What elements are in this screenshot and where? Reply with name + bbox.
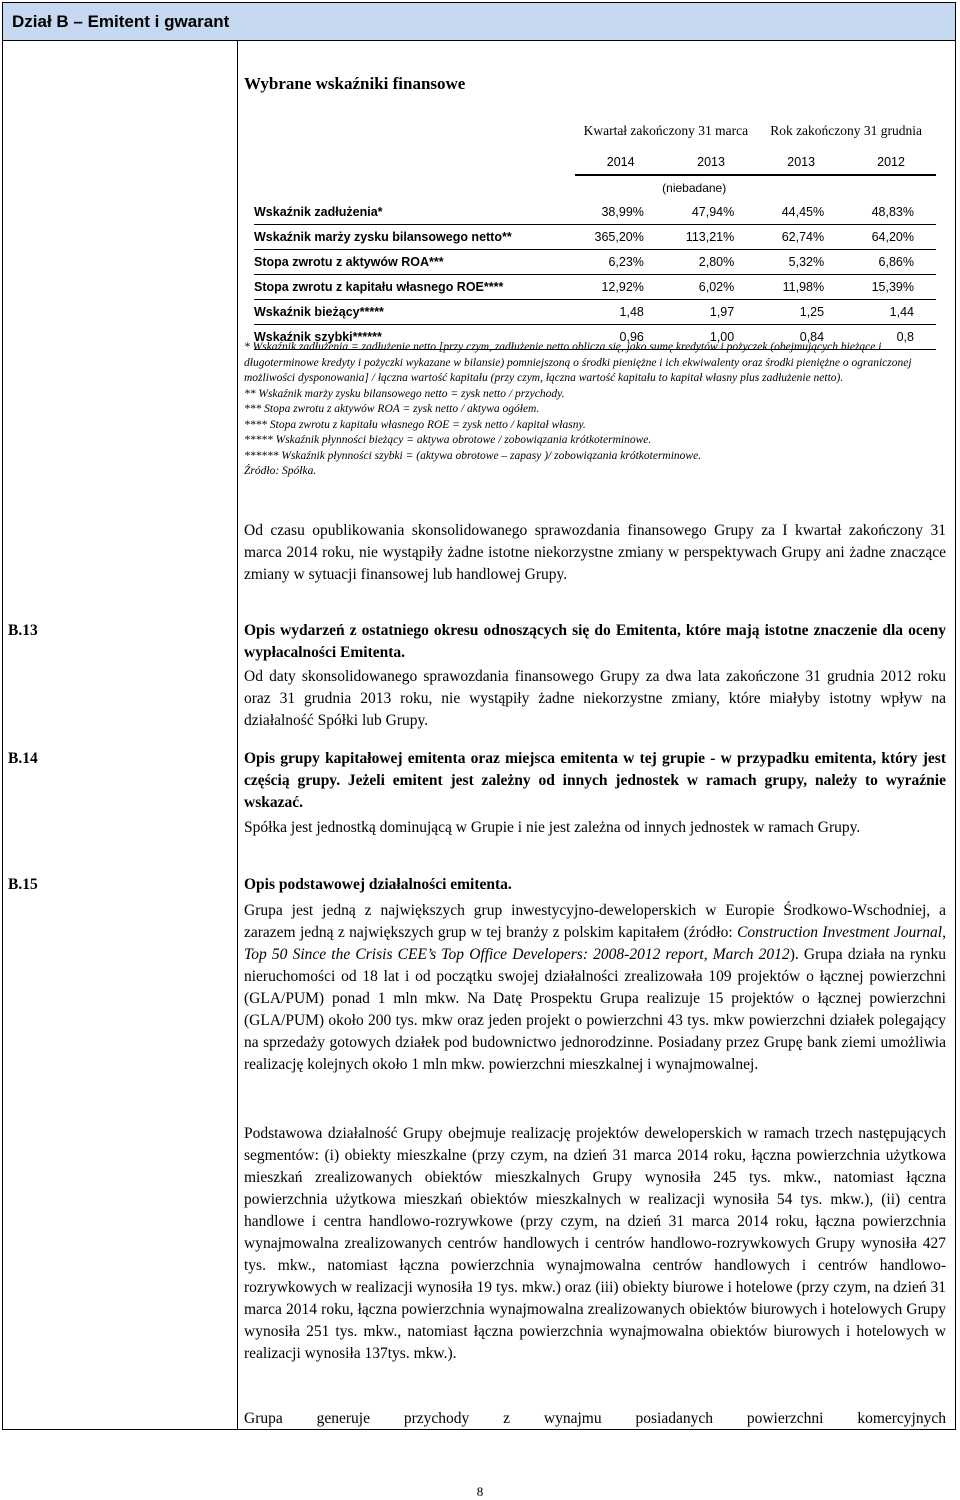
b15-paragraph-1: [244, 900, 946, 1076]
group-header-year: Rok zakończony 31 grudnia: [770, 122, 923, 138]
footnote: **** Stopa zwrotu z kapitału własnego ROE = zysk netto / kapitał własny.: [244, 418, 586, 431]
table-row: [254, 275, 936, 300]
cell-value: 44,45%: [756, 200, 846, 225]
cell-value: 12,92%: [575, 275, 665, 300]
cell-value: 1,97: [666, 300, 756, 325]
section-header: Dział B – Emitent i gwarant: [3, 3, 955, 41]
item-code-b14: B.14: [8, 750, 38, 767]
footnote: * Wskaźnik zadłużenia = zadłużenie netto [przy czym, zadłużenie netto oblicza się, jako sumę kredytów i pożyczek (obejmujących bieżące i długoterminowe kredyty i pożyczki wykazane w bilansie) pomniejszoną o środki pieniężne i ich ekwiwalenty oraz środki pieniężne o ograniczonej możliwości dysponowania] / łączna wartość kapitału (przy czym, łączna wartość kapitału to kapitał własny plus zadłużenie netto).: [244, 341, 915, 384]
cell-value: 1,44: [846, 300, 936, 325]
b15-p1-text-cont: ). Grupa działa na rynku nieruchomości od 18 lat i od początku swojej działalności zrealizowała 109 projektów o łącznej powierzchni (GLA/PUM) ponad 1 mln mkw. Na Datę Prospektu Grupa realizuje 15 projektów o łącznej powierzchni (GLA/PUM) około 200 tys. mkw oraz jeden projekt o powierzchni 43 tys. mkw powierzchni działek polegający na sprzedaży gotowych działek pod budownictwo jednorodzinne. Posiadany przez Grupę bank ziemi umożliwia realizację kolejnych około 1 mln mkw. powierzchni mieszkalnej i wynajmowalnej.: [244, 946, 946, 1073]
footnote: ** Wskaźnik marży zysku bilansowego netto = zysk netto / przychody.: [244, 387, 565, 400]
b14-text: Spółka jest jednostką dominującą w Grupie i nie jest zależna od innych jednostek w ramach Grupy.: [244, 819, 861, 836]
table-row: [254, 225, 936, 250]
table-row: [254, 250, 936, 275]
financial-ratios-table: [254, 110, 936, 350]
source-note: Źródło: Spółka.: [244, 465, 317, 477]
unaudited-note: (niebadane): [662, 181, 727, 195]
cell-value: 1,25: [756, 300, 846, 325]
row-label: Wskaźnik szybki******: [254, 325, 575, 350]
cell-value: 365,20%: [575, 225, 665, 250]
cell-value: 113,21%: [666, 225, 756, 250]
cell-value: 15,39%: [846, 275, 936, 300]
cell-value: 1,48: [575, 300, 665, 325]
item-code-b13: B.13: [8, 622, 38, 639]
cell-value: 48,83%: [846, 200, 936, 225]
table-corner: [254, 110, 575, 150]
cell-value: 6,86%: [846, 250, 936, 275]
cell-value: 5,32%: [756, 250, 846, 275]
b13-text: Od daty skonsolidowanego sprawozdania finansowego Grupy za dwa lata zakończone 31 grudnia 2012 roku oraz 31 grudnia 2013 roku, nie wystąpiły żadne niekorzystne zmiany, które miałyby istotny wpływ na działalność Spółki lub Grupy.: [244, 668, 946, 729]
cell-value: 64,20%: [846, 225, 936, 250]
year-header: 2013: [666, 150, 756, 175]
row-label: Wskaźnik bieżący*****: [254, 300, 575, 325]
cell-value: 2,80%: [666, 250, 756, 275]
row-label: Stopa zwrotu z aktywów ROA***: [254, 250, 575, 275]
b15-p1-text: Grupa jest jedną z największych grup inwestycyjno-deweloperskich w Europie Środkowo-Wschodniej, a zarazem jedną z największych grup w tej branży z polskim kapitałem (źródło:: [244, 902, 946, 941]
cell-value: 38,99%: [575, 200, 665, 225]
row-label: Stopa zwrotu z kapitału własnego ROE****: [254, 275, 575, 300]
cell-value: 0,96: [575, 325, 665, 350]
cell-value: 47,94%: [666, 200, 756, 225]
cell-value: 62,74%: [756, 225, 846, 250]
row-label: Wskaźnik marży zysku bilansowego netto**: [254, 225, 575, 250]
cell-value: 0,8: [846, 325, 936, 350]
table-footnotes: [244, 340, 948, 480]
intro-paragraph: Od czasu opublikowania skonsolidowanego sprawozdania finansowego Grupy za I kwartał zakończony 31 marca 2014 roku, nie wystąpiły żadne istotne niekorzystne zmiany w perspektywach Grupy ani żadne znaczące zmiany w sytuacji finansowej lub handlowej Grupy.: [244, 522, 946, 583]
b15-paragraph-3: Grupa generuje przychody z wynajmu posiadanych powierzchni komercyjnych: [244, 1410, 946, 1427]
footnote: ***** Wskaźnik płynności bieżący = aktywa obrotowe / zobowiązania krótkoterminowe.: [244, 434, 652, 446]
item-code-b15: B.15: [8, 876, 38, 893]
b15-paragraph-2: Podstawowa działalność Grupy obejmuje realizację projektów deweloperskich w ramach trzech następujących segmentów: (i) obiekty mieszkalne (przy czym, na dzień 31 marca 2014 roku, łączna powierzchnia użytkowa mieszkań zrealizowanych obiektów mieszkalnych Grupy wynosiła 245 tys. mkw., natomiast łączna powierzchnia użytkowa mieszkań obiektów mieszkalnych w realizacji wynosiła 54 tys. mkw.), (ii) centra handlowe i centra handlowo-rozrywkowe (przy czym, na dzień 31 marca 2014 roku, łączna powierzchnia wynajmowalna zrealizowanych centrów handlowych i centrów handlowo-rozrywkowych Grupy wynosiła 427 tys. mkw., natomiast łączna powierzchnia wynajmowalna centrów handlowych i centrów handlowo-rozrywkowych w realizacji wynosiła 19 tys. mkw.) oraz (iii) obiekty biurowe i hotelowe (przy czym, na dzień 31 marca 2014 roku, łączna powierzchnia wynajmowalna zrealizowanych obiektów biurowych i hotelowych Grupy wynosiła 251 tys. mkw., natomiast łączna powierzchnia wynajmowalna obiektów biurowych i hotelowych w realizacji wynosiła 137tys. mkw.).: [244, 1125, 946, 1362]
cell-value: 1,00: [666, 325, 756, 350]
b14-title: Opis grupy kapitałowej emitenta oraz miejsca emitenta w tej grupie - w przypadku emitenta, który jest częścią grupy. Jeżeli emitent jest zależny od innych jednostek w ramach grupy, należy to wyraźnie wskazać.: [244, 750, 946, 811]
year-header: 2013: [756, 150, 846, 175]
cell-value: 0,84: [756, 325, 846, 350]
b15-title: Opis podstawowej działalności emitenta.: [244, 876, 512, 893]
year-header: 2012: [846, 150, 936, 175]
b15-p1-source: Construction Investment Journal, Top 50 Since the Crisis CEE’s Top Office Developers: 2008-2012 report, March 2012: [244, 924, 946, 963]
footnote: ****** Wskaźnik płynności szybki = (aktywa obrotowe – zapasy )/ zobowiązania krótkoterminowe.: [244, 449, 702, 462]
cell-value: 6,02%: [666, 275, 756, 300]
page-number: 8: [476, 1484, 484, 1499]
table-row: [254, 200, 936, 225]
b13-title: Opis wydarzeń z ostatniego okresu odnoszących się do Emitenta, które mają istotne znaczenie dla oceny wypłacalności Emitenta.: [244, 622, 946, 661]
year-header: 2014: [575, 150, 665, 175]
group-header-quarter: Kwartał zakończony 31 marca: [583, 122, 749, 138]
cell-value: 11,98%: [756, 275, 846, 300]
footnote: *** Stopa zwrotu z aktywów ROA = zysk netto / aktywa ogółem.: [244, 403, 540, 415]
cell-value: 6,23%: [575, 250, 665, 275]
column-divider: [237, 41, 238, 1429]
table-row: [254, 300, 936, 325]
row-label: Wskaźnik zadłużenia*: [254, 200, 575, 225]
section-title: Wybrane wskaźniki finansowe: [244, 74, 466, 93]
